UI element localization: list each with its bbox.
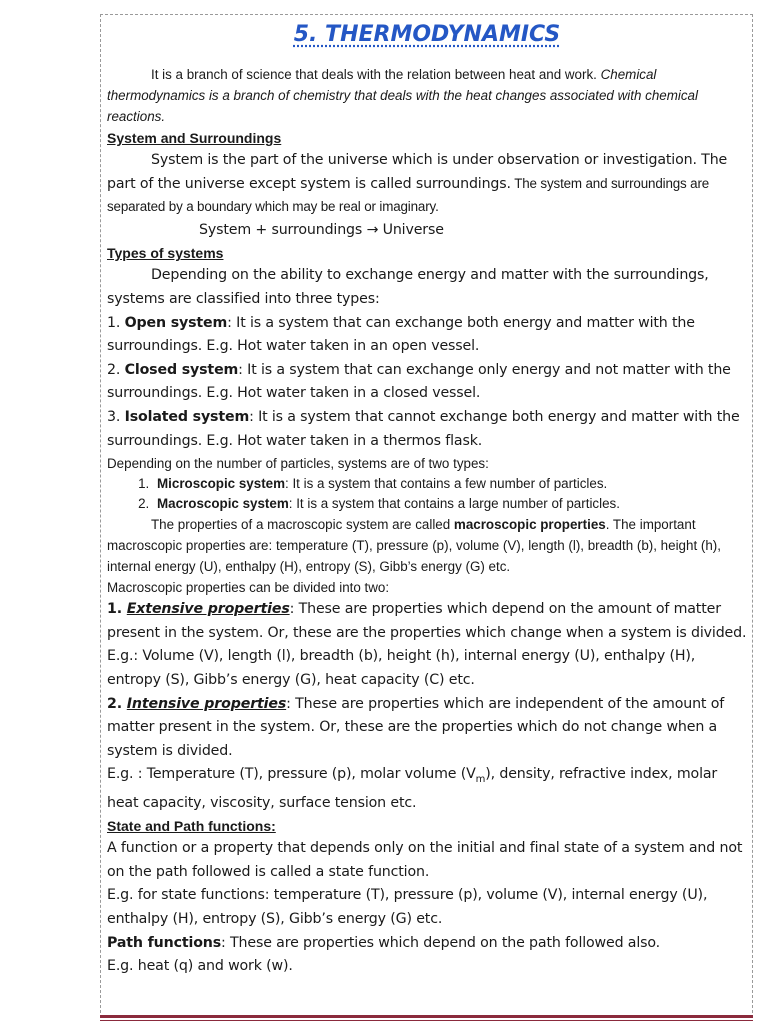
intro-paragraph: It is a branch of science that deals with the relation between heat and work. Chemical thermodynamics is a branch of chemistry that deals with the heat changes associated with chemical reactions. bbox=[107, 67, 698, 124]
particle-system-list bbox=[107, 474, 747, 514]
state-function-examples: E.g. for state functions: temperature (T), pressure (p), volume (V), internal energy (U), enthalpy (H), entropy (S), Gibb’s energy (G) etc. bbox=[107, 887, 708, 928]
section-heading-types: Types of systems bbox=[107, 245, 224, 262]
extensive-examples: E.g.: Volume (V), length (l), breadth (b), height (h), internal energy (U), enthalpy (H), entropy (S), Gibb’s energy (G), heat capacity (C) etc. bbox=[107, 648, 696, 688]
footer-rule bbox=[100, 1015, 753, 1018]
macroscopic-properties-paragraph: The properties of a macroscopic system are called macroscopic properties. The important macroscopic properties are: temperature (T), pressure (p), volume (V), length (l), breadth (b), height (h), internal energy (U), enthalpy (H), entropy (S), Gibb’s energy (G) etc. bbox=[107, 517, 721, 575]
list-item: 1. Microscopic system: It is a system that contains a few number of particles. bbox=[153, 474, 747, 494]
footer-rule-thin bbox=[100, 1020, 753, 1021]
divided-line: Macroscopic properties can be divided into two: bbox=[107, 580, 390, 596]
universe-equation: System + surroundings → Universe bbox=[199, 221, 444, 238]
isolated-system-item: 3. Isolated system: It is a system that cannot exchange both energy and matter with the surroundings. E.g. Hot water taken in a thermos flask. bbox=[107, 408, 740, 449]
state-function-paragraph: A function or a property that depends only on the initial and final state of a system and not on the path followed is called a state function. bbox=[107, 840, 743, 880]
closed-system-item: 2. Closed system: It is a system that can exchange only energy and not matter with the surroundings. E.g. Hot water taken in a closed vessel. bbox=[107, 361, 731, 402]
intensive-examples: E.g. : Temperature (T), pressure (p), molar volume $(V_m)$, density, refractive index, molar heat capacity, viscosity, surface tension etc. bbox=[107, 766, 718, 811]
particles-intro: Depending on the number of particles, systems are of two types: bbox=[107, 456, 489, 472]
open-system-item: 1. Open system: It is a system that can exchange both energy and matter with the surroundings. E.g. Hot water taken in an open vessel. bbox=[107, 314, 695, 355]
intensive-properties-paragraph: 2. Intensive properties: These are properties which are independent of the amount of matter present in the system. Or, these are the properties which do not change when a system is divided. bbox=[107, 695, 725, 759]
section-heading-state-path: State and Path functions: bbox=[107, 818, 276, 835]
extensive-properties-paragraph: 1. Extensive properties: These are properties which depend on the amount of matter present in the system. Or, these are the properties which change when a system is divided. bbox=[107, 601, 747, 641]
list-item: 2. Macroscopic system: It is a system that contains a large number of particles. bbox=[153, 494, 747, 514]
document-body bbox=[107, 18, 747, 979]
page-title: 5. THERMODYNAMICS bbox=[293, 22, 561, 47]
system-paragraph: System is the part of the universe which is under observation or investigation. The part of the universe except system is called surroundings. The system and surroundings are separated by a boundary which may be real or imaginary. bbox=[107, 152, 728, 215]
path-function-examples: E.g. heat (q) and work (w). bbox=[107, 958, 293, 975]
path-function-paragraph: Path functions: These are properties which depend on the path followed also. bbox=[107, 934, 661, 951]
types-intro: Depending on the ability to exchange energy and matter with the surroundings, systems are classified into three types: bbox=[107, 267, 709, 307]
section-heading-system: System and Surroundings bbox=[107, 130, 282, 146]
